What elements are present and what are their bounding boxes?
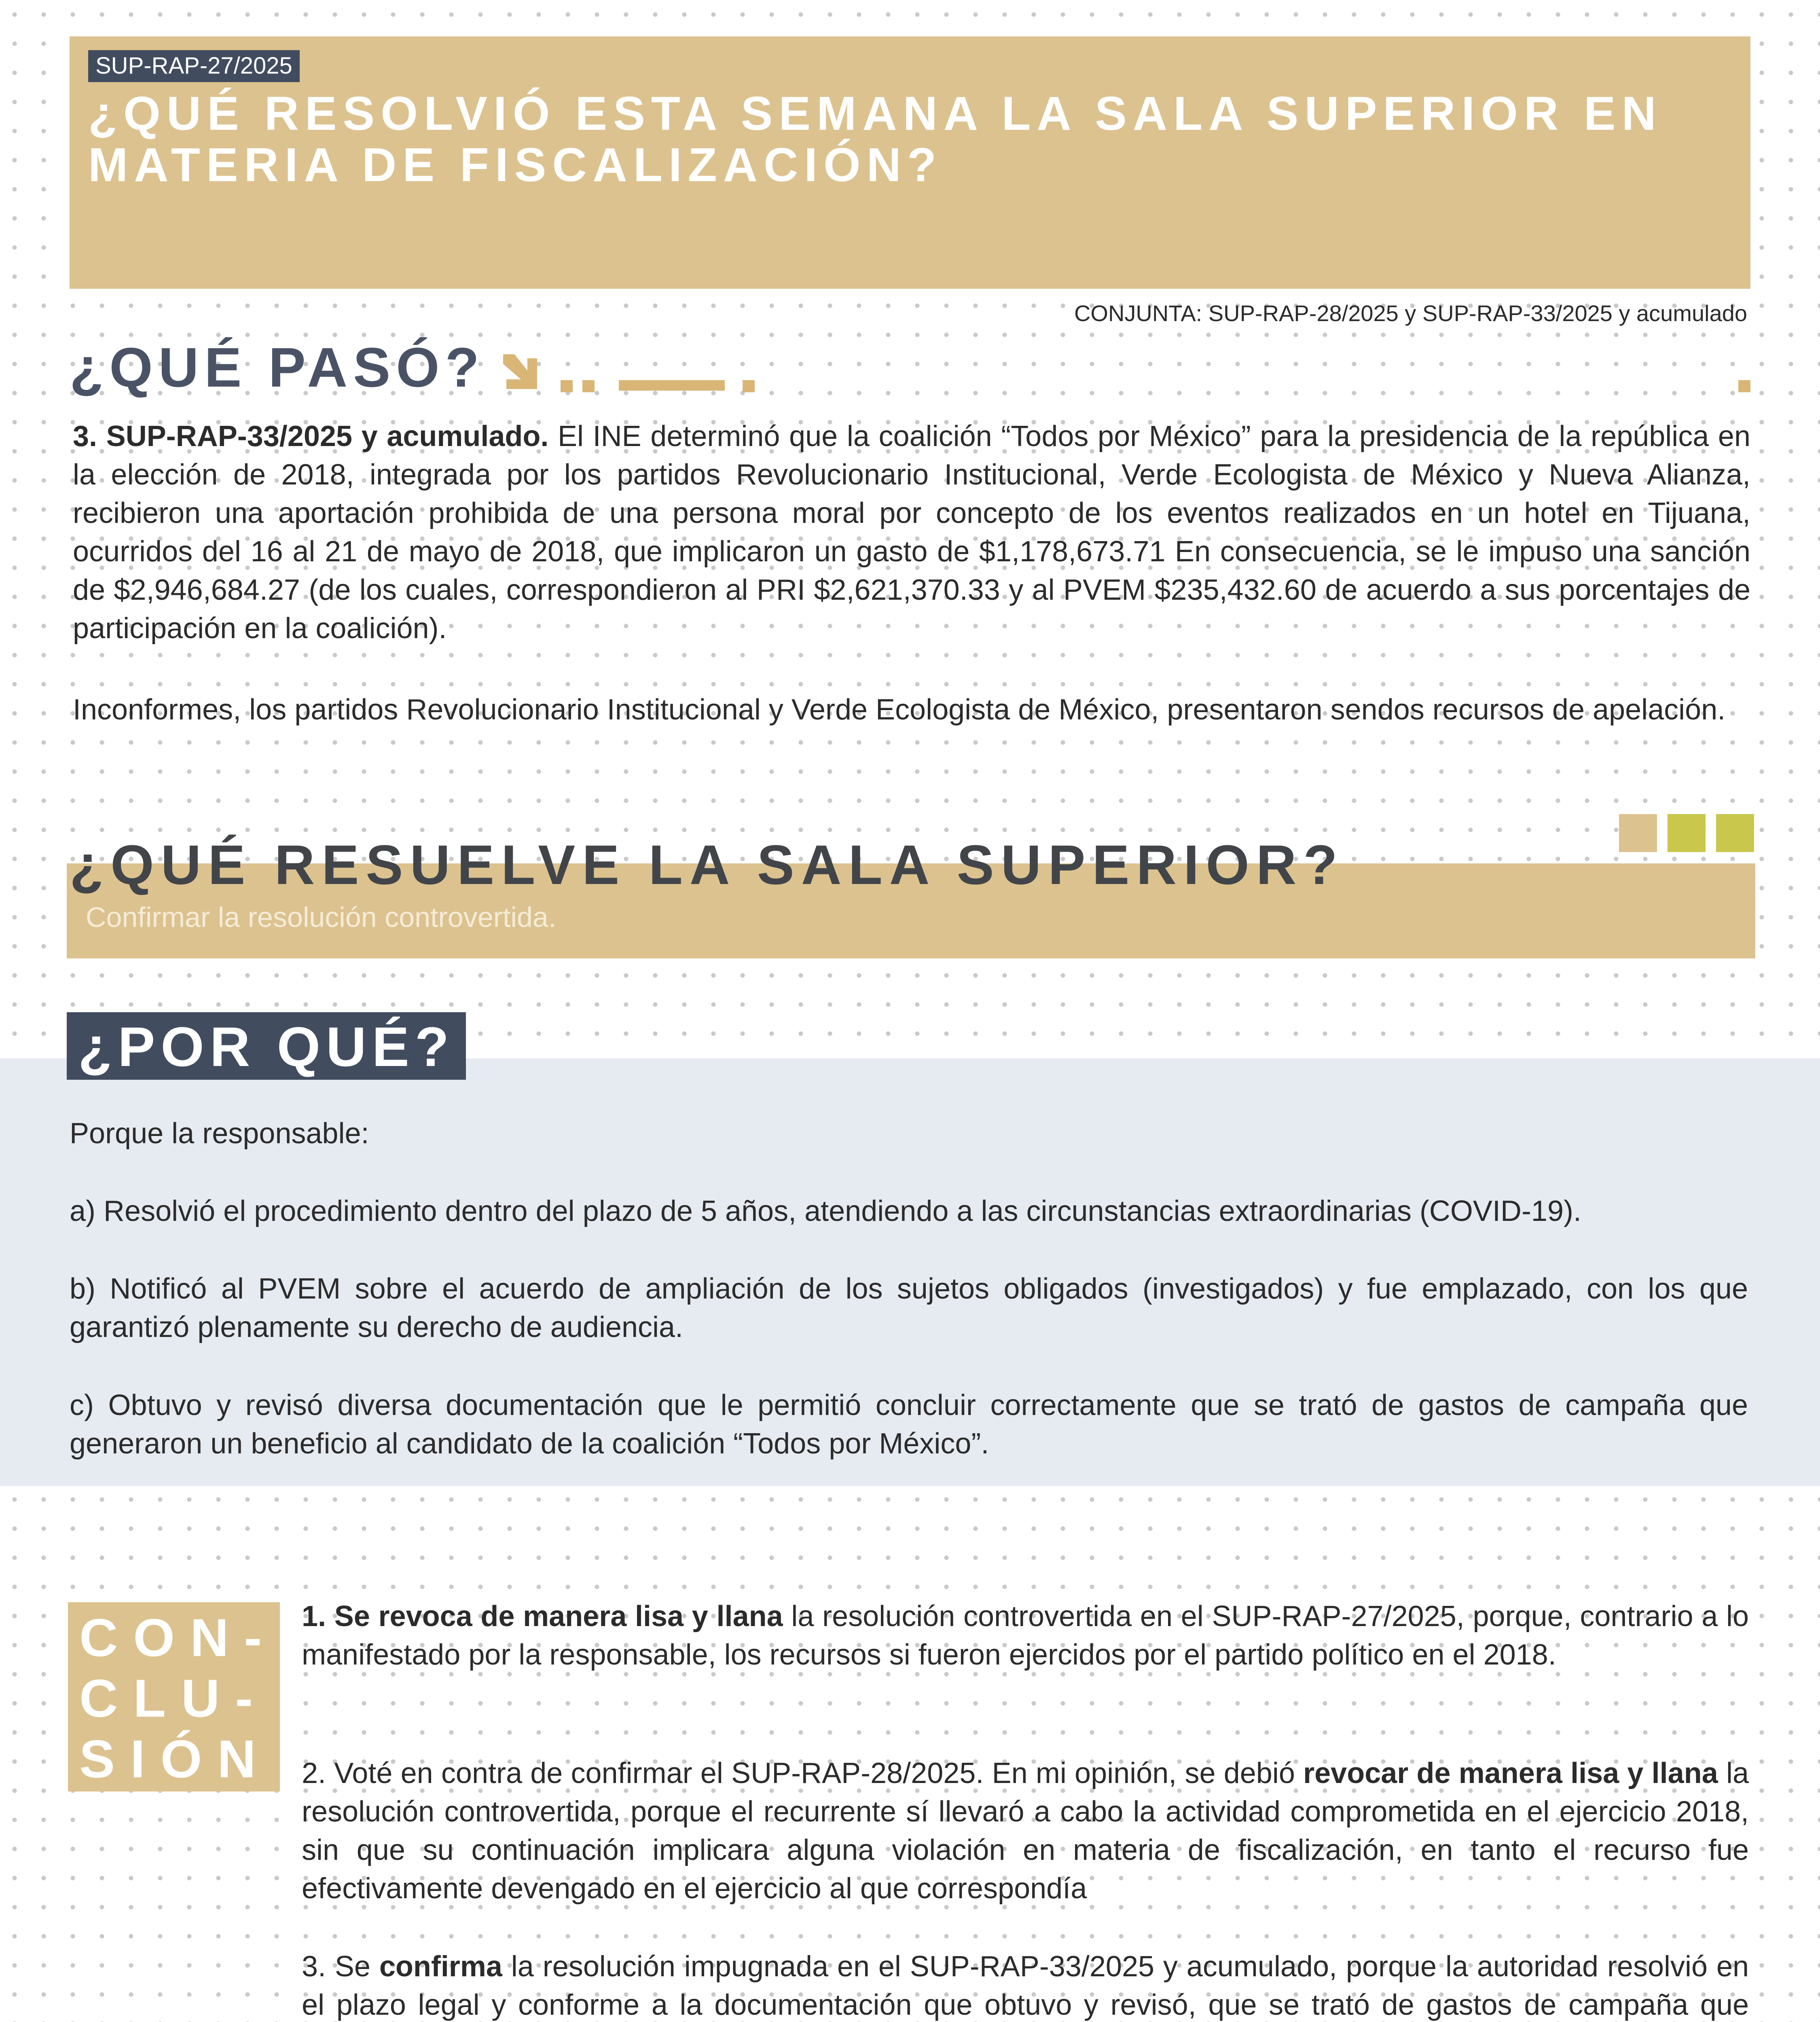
por-que-item-b: b) Notificó al PVEM sobre el acuerdo de ampliación de los sujetos obligados (investigados) y fue emplazado, con los que garantizó plenamente su derecho de audiencia. bbox=[70, 1273, 1748, 1343]
por-que-heading: ¿POR QUÉ? bbox=[67, 1012, 466, 1080]
que-paso-paragraph-2: Inconformes, los partidos Revolucionario Institucional y Verde Ecologista de México, presentaron sendos recursos de apelación. bbox=[73, 694, 1726, 726]
case-label: 3. SUP-RAP-33/2025 y acumulado. bbox=[73, 420, 549, 453]
por-que-item-a: a) Resolvió el procedimiento dentro del plazo de 5 años, atendiendo a las circunstancias extraordinarias (COVID-19). bbox=[70, 1195, 1581, 1227]
conjunta-label: CONJUNTA: SUP-RAP-28/2025 y SUP-RAP-33/2025 y acumulado bbox=[1074, 300, 1747, 326]
resuelve-subtitle: Confirmar la resolución controvertida. bbox=[86, 901, 557, 933]
decor-dot bbox=[743, 380, 755, 392]
conclusion-label-line: CON- bbox=[79, 1608, 277, 1667]
conclusion-3-bold: confirma bbox=[379, 1950, 502, 1983]
que-paso-paragraph-1 bbox=[73, 417, 1750, 648]
page-title: ¿QUÉ RESOLVIÓ ESTA SEMANA LA SALA SUPERIOR EN MATERIA DE FISCALIZACIÓN? bbox=[88, 87, 1662, 192]
conclusion-paragraph-3 bbox=[302, 1948, 1749, 2022]
conclusion-2-text-b: la resolución controvertida, porque el recurrente sí llevaró a cabo la actividad comprometida en el ejercicio 2018, sin que su continuación implicara alguna violación en materia de fiscalización, en tanto el recurso fue efectivamente devengado en el ejercicio al que correspondía bbox=[302, 1757, 1749, 1905]
decor-square bbox=[1668, 814, 1706, 852]
conclusion-2-bold: revocar de manera lisa y llana bbox=[1303, 1757, 1718, 1789]
conclusion-3-text-b: la resolución impugnada en el SUP-RAP-33/2025 y acumulado, porque la autoridad resolvió en el plazo legal y conforme a la documentación que obtuvo y revisó, que se trató de gastos de campaña que bbox=[302, 1950, 1749, 2021]
decor-dot bbox=[561, 380, 573, 392]
que-paso-heading: ¿QUÉ PASÓ? bbox=[70, 336, 485, 399]
conclusion-2-text-a: 2. Voté en contra de confirmar el SUP-RAP-28/2025. En mi opinión, se debió bbox=[302, 1757, 1304, 1789]
conclusion-3-text-a: 3. Se bbox=[302, 1950, 379, 1983]
conclusion-1-text: la resolución controvertida en el SUP-RAP-27/2025, porque, contrario a lo manifestado por la responsable, los recursos si fueron ejercidos por el partido político en el 2018. bbox=[302, 1600, 1749, 1671]
que-paso-text: El INE determinó que la coalición “Todos por México” para la presidencia de la república en la elección de 2018, integrada por los partidos Revolucionario Institucional, Verde Ecologista de México y Nueva Alianza, recibieron una aportación prohibida de una persona moral por concepto de los eventos realizados en un hotel en Tijuana, ocurridos del 16 al 21 de mayo de 2018, que implicaron un gasto de $1,178,673.71 En consecuencia, se le impuso una sanción de $2,946,684.27 (de los cuales, correspondieron al PRI $2,621,370.33 y al PVEM $235,432.60 de acuerdo a sus porcentajes de participación en la coalición). bbox=[73, 420, 1750, 645]
conclusion-paragraph-2 bbox=[302, 1754, 1749, 1908]
conclusion-paragraph-1 bbox=[302, 1597, 1749, 1674]
conclusion-1-bold: 1. Se revoca de manera lisa y llana bbox=[302, 1600, 783, 1633]
resuelve-heading: ¿QUÉ RESUELVE LA SALA SUPERIOR? bbox=[70, 834, 1344, 896]
por-que-item-c: c) Obtuvo y revisó diversa documentación que le permitió concluir correctamente que se trató de gastos de campaña que generaron un beneficio al candidato de la coalición “Todos por México”. bbox=[70, 1389, 1748, 1460]
decor-dot bbox=[582, 380, 595, 392]
decor-square bbox=[1619, 814, 1657, 852]
decor-bar bbox=[619, 380, 725, 391]
conclusion-label-line: CLU- bbox=[79, 1669, 269, 1728]
conclusion-label-line: SIÓN bbox=[79, 1729, 271, 1789]
decor-square bbox=[1716, 814, 1754, 852]
por-que-intro: Porque la responsable: bbox=[70, 1117, 369, 1150]
arrow-down-right-icon bbox=[501, 352, 541, 392]
case-tag: SUP-RAP-27/2025 bbox=[88, 50, 300, 82]
decor-dot bbox=[1738, 380, 1750, 392]
